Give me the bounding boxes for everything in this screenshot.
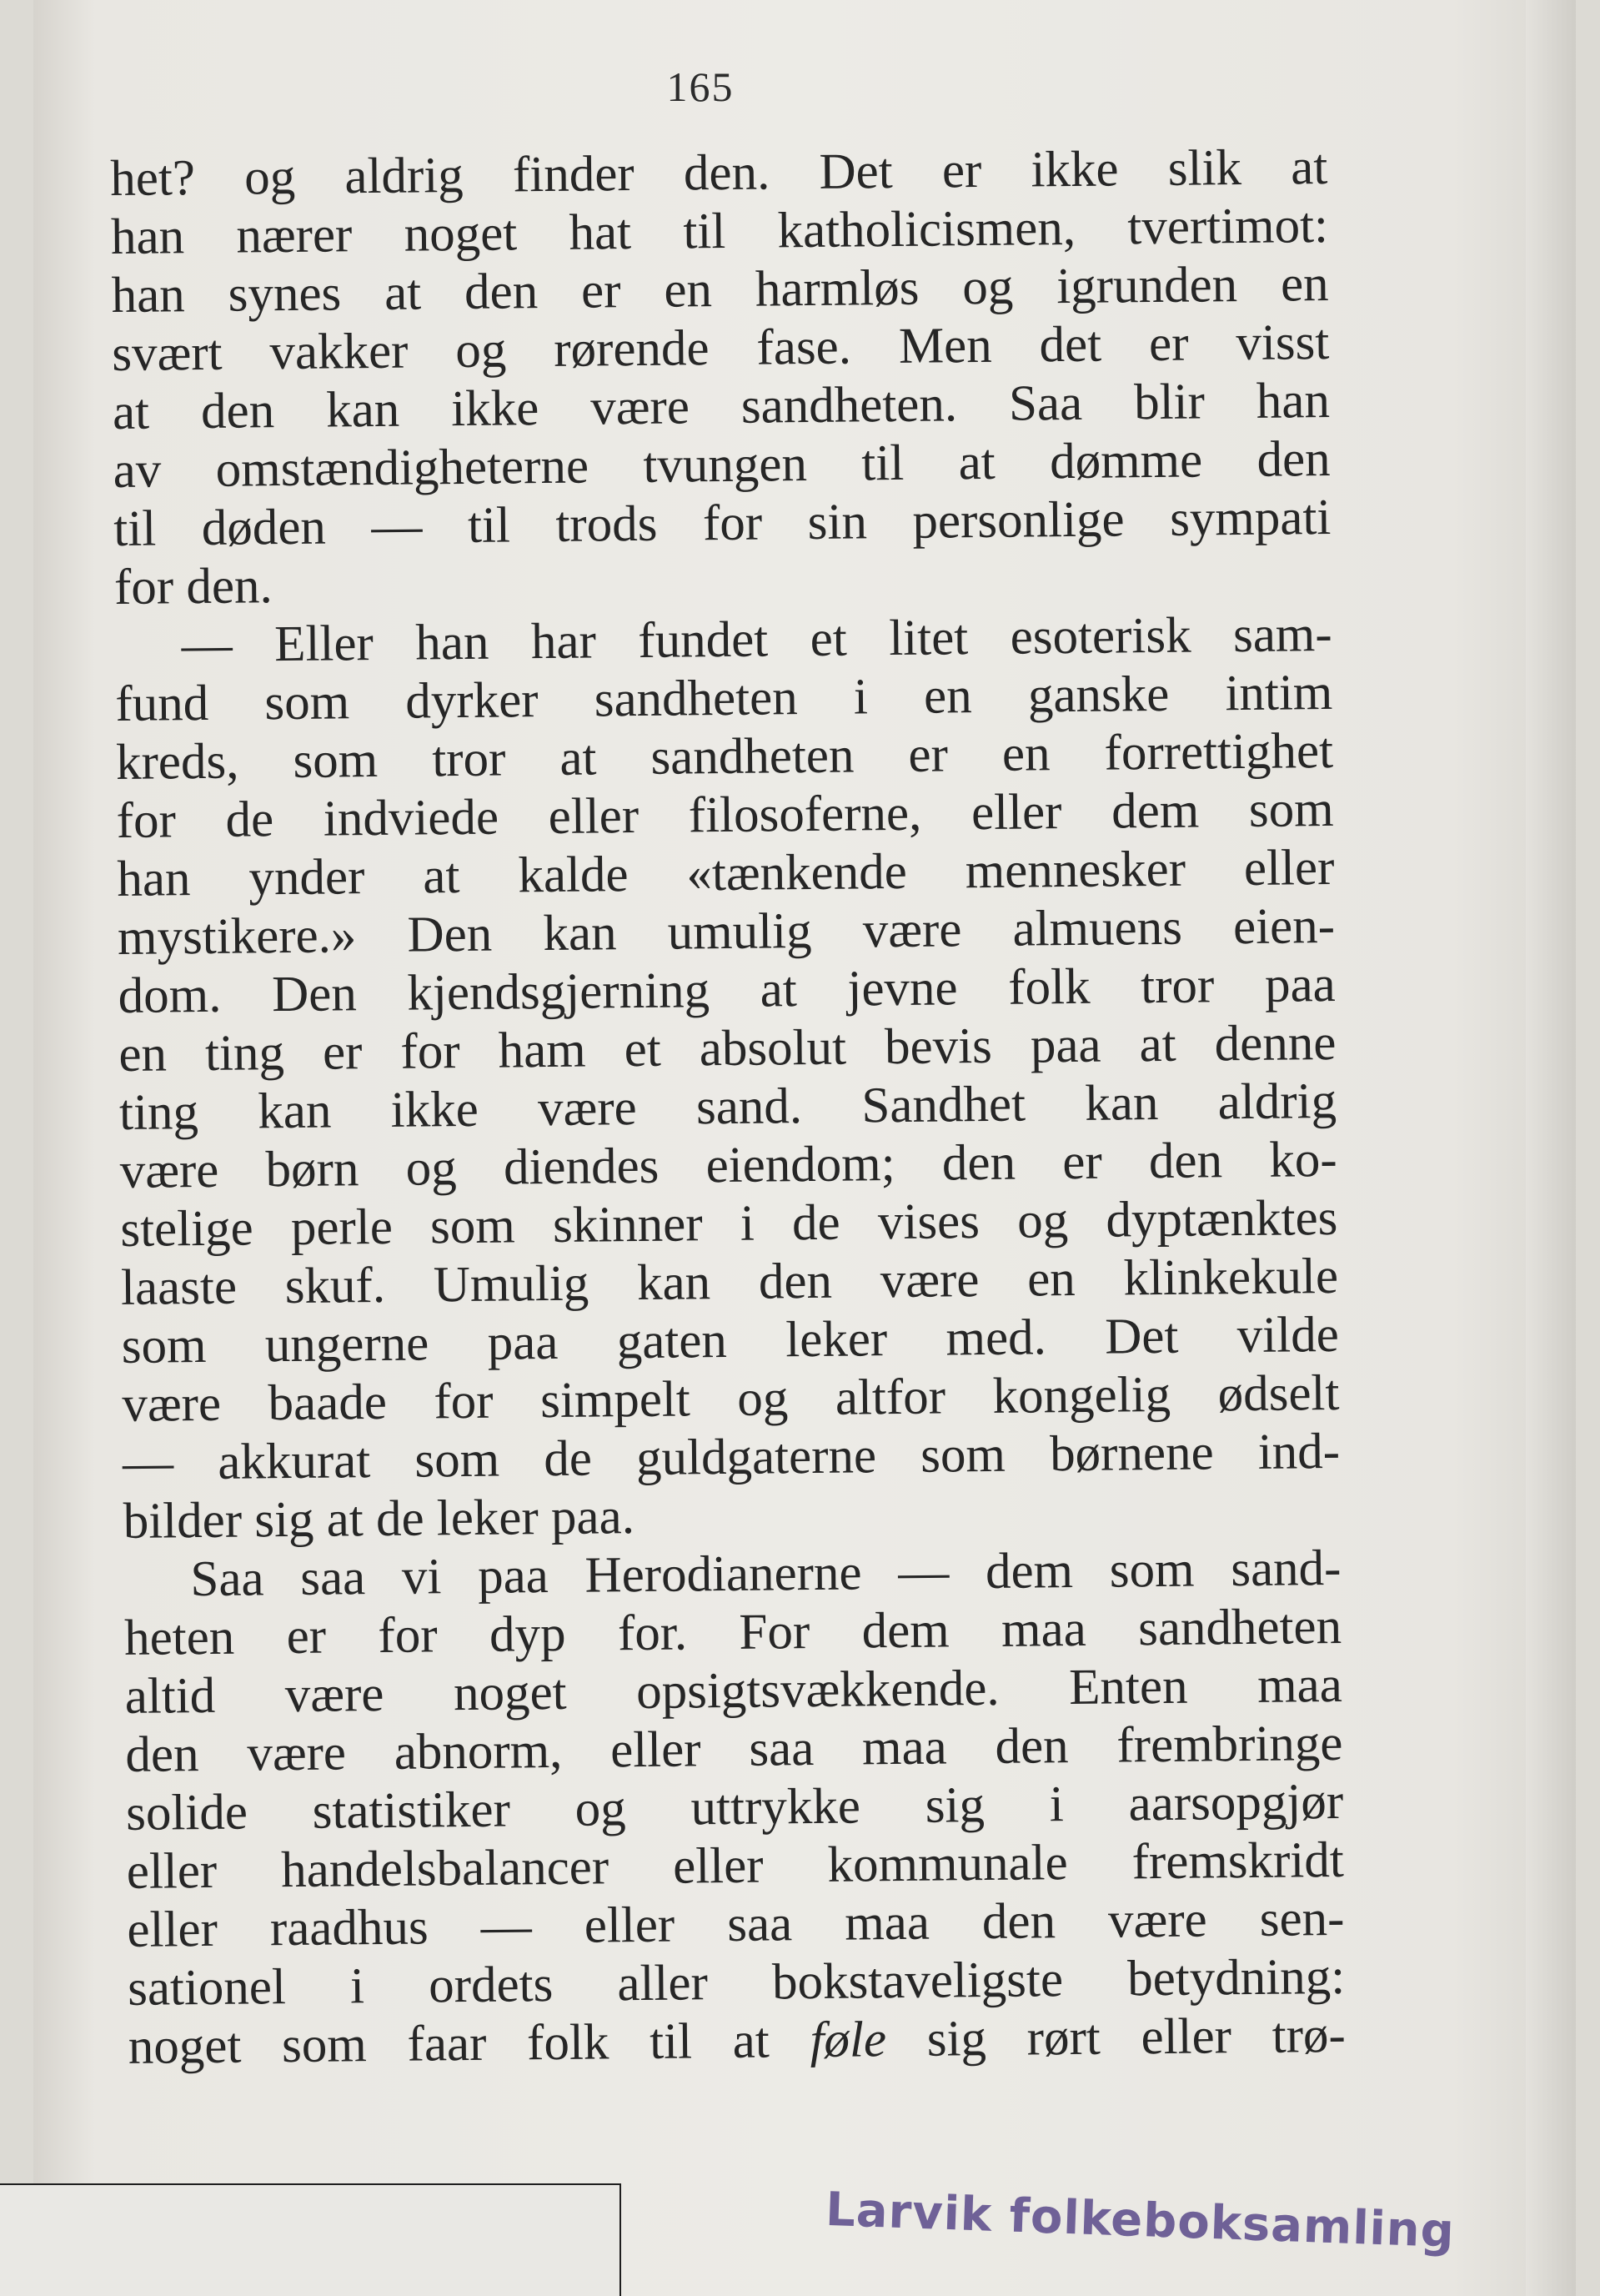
page-edge-shadow (1526, 0, 1576, 2296)
text-line: dom. Den kjendsgjerning at jevne folk tror paa (118, 956, 1336, 1024)
text-line: for den. (113, 558, 273, 615)
text-line: het? og aldrig finder den. Det er ikke slik at (110, 138, 1328, 207)
text-line: — Eller han har fundet et litet esoterisk sam- (181, 605, 1332, 674)
text-line: en ting er for ham et absolut bevis paa at denne (118, 1014, 1337, 1083)
text-line: at den kan ikke være sandheten. Saa blir han (112, 372, 1331, 440)
text-line: eller handelsbalancer eller kommunale fremskridt (126, 1831, 1345, 1900)
text-line: altid være noget opsigtsvækkende. Enten maa (124, 1656, 1343, 1725)
text-line: som ungerne paa gaten leker med. Det vilde (121, 1306, 1340, 1374)
text-segment: sig rørt eller trø- (885, 2007, 1347, 2068)
library-stamp: Larvik folkeboksamling (825, 2182, 1456, 2259)
text-line: Saa saa vi paa Herodianerne — dem som sand- (190, 1540, 1342, 1608)
text-line: sationel i ordets aller bokstaveligste betydning: (127, 1948, 1346, 2017)
text-line: heten er for dyp for. For dem maa sandheten (123, 1598, 1342, 1666)
text-line: den være abnorm, eller saa maa den frembringe (125, 1715, 1343, 1783)
library-label-box (0, 2183, 621, 2296)
text-line: til døden — til trods for sin personlige sympati (113, 489, 1332, 557)
text-line: mystikere.» Den kan umulig være almuens eien- (117, 897, 1336, 966)
text-line: være børn og diendes eiendom; den er den ko- (119, 1131, 1338, 1199)
body-text (110, 138, 1346, 2077)
text-line: han synes at den er en harmløs og igrunden en (111, 255, 1329, 324)
text-line: solide statistiker og uttrykke sig i aarsopgjør (125, 1773, 1344, 1841)
text-line: av omstændigheterne tvungen til at dømme den (113, 430, 1331, 499)
text-segment: noget som faar folk til at (128, 2012, 810, 2075)
text-line: laaste skuf. Umulig kan den være en klinkekule (120, 1248, 1339, 1316)
text-line: bilder sig at de leker paa. (123, 1489, 635, 1550)
text-line: eller raadhus — eller saa maa den være sen- (127, 1890, 1345, 1958)
text-line-final (128, 2007, 1347, 2077)
text-line: kreds, som tror at sandheten er en forrettighet (115, 722, 1334, 791)
text-line: ting kan ikke være sand. Sandhet kan aldrig (118, 1073, 1337, 1141)
page-number: 165 (666, 63, 735, 110)
text-line: for de indviede eller filosoferne, eller dem som (116, 781, 1334, 849)
text-line: fund som dyrker sandheten i en ganske intim (115, 664, 1333, 732)
text-line: stelige perle som skinner i de vises og dyptænktes (120, 1189, 1338, 1258)
text-line: — akkurat som de guldgaterne som børnene ind- (122, 1423, 1341, 1491)
text-line: han nærer noget hat til katholicismen, tvertimot: (110, 197, 1329, 265)
text-line: svært vakker og rørende fase. Men det er visst (112, 314, 1330, 382)
text-line: han ynder at kalde «tænkende mennesker eller (117, 839, 1335, 907)
italic-word: føle (810, 2012, 887, 2069)
text-line: være baade for simpelt og altfor kongelig ødselt (122, 1364, 1340, 1433)
